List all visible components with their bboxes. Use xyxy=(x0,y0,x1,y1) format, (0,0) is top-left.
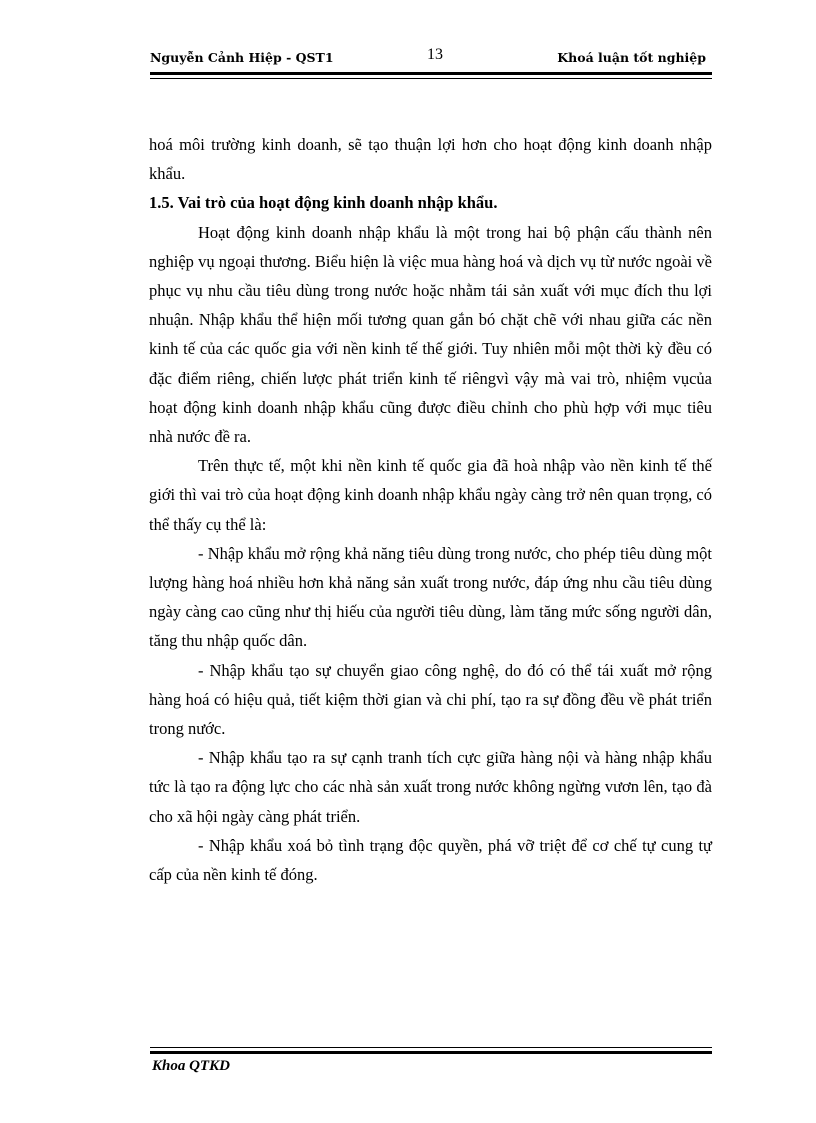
paragraph-role-overview: Hoạt động kinh doanh nhập khẩu là một trong hai bộ phận cấu thành nên nghiệp vụ ngoại thương. Biểu hiện là việc mua hàng hoá và dịch vụ từ nước ngoài về phục vụ nhu cầu tiêu dùng trong nước hoặc nhằm tái sản xuất với mục đích thu lợi nhuận. Nhập khẩu thể hiện mối tương quan gắn bó chặt chẽ với nhau giữa các nền kinh tế của các quốc gia với nền kinh tế thế giới. Tuy nhiên mỗi một thời kỳ đều có đặc điểm riêng, chiến lược phát triển kinh tế riêngvì vậy mà vai trò, nhiệm vụcủa hoạt động kinh doanh nhập khẩu cũng được điều chỉnh cho phù hợp với mục tiêu nhà nước đề ra. xyxy=(149,222,712,447)
bullet-technology: - Nhập khẩu tạo sự chuyển giao công nghệ, do đó có thể tái xuất mở rộng hàng hoá có hiệu quả, tiết kiệm thời gian và chi phí, tạo ra sự đồng đều về phát triển trong nước. xyxy=(149,660,712,739)
page-number: 13 xyxy=(427,46,443,63)
intro-paragraph: hoá môi trường kinh doanh, sẽ tạo thuận lợi hơn cho hoạt động kinh doanh nhập khẩu. xyxy=(149,135,712,184)
page-header xyxy=(150,44,712,74)
bullet-competition: - Nhập khẩu tạo ra sự cạnh tranh tích cực giữa hàng nội và hàng nhập khẩu tức là tạo ra động lực cho các nhà sản xuất trong nước không ngừng vươn lên, tạo đà cho xã hội ngày càng phát triển. xyxy=(149,748,712,826)
bullet-consumption: - Nhập khẩu mở rộng khả năng tiêu dùng trong nước, cho phép tiêu dùng một lượng hàng hoá nhiều hơn khả năng sản xuất trong nước, đáp ứng nhu cầu tiêu dùng ngày càng cao cũng như thị hiếu của người tiêu dùng, làm tăng mức sống người dân, tăng thu nhập quốc dân. xyxy=(149,543,712,651)
header-author: Nguyễn Cảnh Hiệp - QST1 xyxy=(150,50,334,65)
header-doc-title: Khoá luận tốt nghiệp xyxy=(557,50,706,65)
paragraph-integration: Trên thực tế, một khi nền kinh tế quốc gia đã hoà nhập vào nền kinh tế thế giới thì vai trò của hoạt động kinh doanh nhập khẩu ngày càng trở nên quan trọng, có thể thấy cụ thể là: xyxy=(149,456,712,534)
footer-divider xyxy=(150,1047,712,1054)
section-heading: 1.5. Vai trò của hoạt động kinh doanh nhập khẩu. xyxy=(149,193,498,213)
bullet-monopoly: - Nhập khẩu xoá bỏ tình trạng độc quyền, phá vỡ triệt để cơ chế tự cung tự cấp của nền kinh tế đóng. xyxy=(149,835,712,885)
page-body xyxy=(149,130,712,889)
header-divider xyxy=(150,72,712,79)
footer-label: Khoa QTKD xyxy=(152,1058,230,1074)
